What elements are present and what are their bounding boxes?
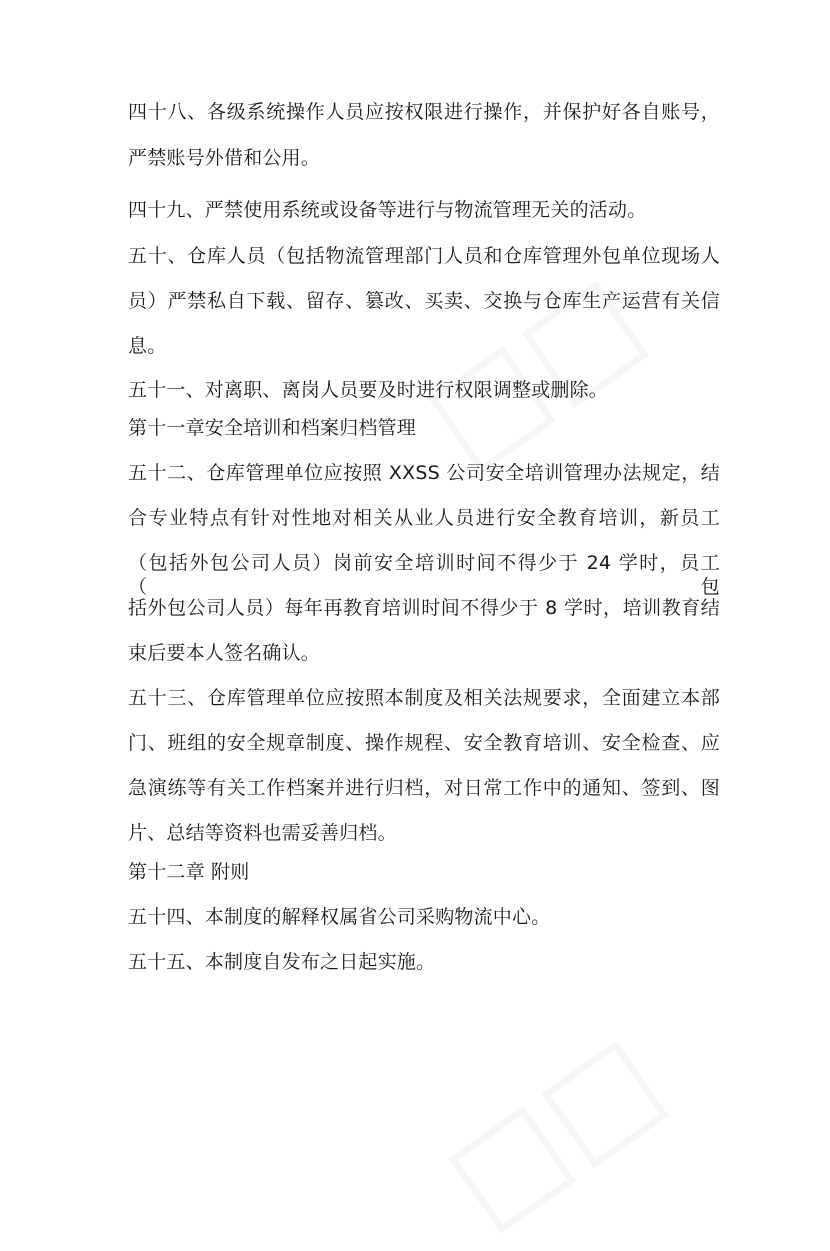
- text-line: （包括外包公司人员）岗前安全培训时间不得少于 24 学时，员工（包: [128, 552, 720, 598]
- text-line: 员）严禁私自下载、留存、篡改、买卖、交换与仓库生产运营有关信: [128, 290, 720, 312]
- text-line: 合专业特点有针对性地对相关从业人员进行安全教育培训，新员工: [128, 507, 720, 529]
- text-line: 五十五、本制度自发布之日起实施。: [128, 951, 436, 973]
- watermark: [401, 248, 666, 492]
- text-line: 五十、仓库人员（包括物流管理部门人员和仓库管理外包单位现场人: [128, 245, 720, 267]
- text-line: 息。: [128, 335, 167, 357]
- text-line: 五十一、对离职、离岗人员要及时进行权限调整或删除。: [128, 379, 609, 401]
- chapter-heading: 第十二章 附则: [128, 861, 250, 883]
- text-line: 束后要本人签名确认。: [128, 642, 321, 664]
- text-line: 括外包公司人员）每年再教育培训时间不得少于 8 学时，培训教育结: [128, 597, 720, 619]
- text-line: 五十三、仓库管理单位应按照本制度及相关法规要求，全面建立本部: [128, 687, 720, 709]
- chapter-heading: 第十一章安全培训和档案归档管理: [128, 417, 417, 439]
- text-line: 五十二、仓库管理单位应按照 XXSS 公司安全培训管理办法规定，结: [128, 462, 720, 484]
- text-line: 四十九、严禁使用系统或设备等进行与物流管理无关的活动。: [128, 199, 647, 221]
- text-line: 门、班组的安全规章制度、操作规程、安全教育培训、安全检查、应: [128, 732, 720, 754]
- text-line: 五十四、本制度的解释权属省公司采购物流中心。: [128, 906, 551, 928]
- text-line: 片、总结等资料也需妥善归档。: [128, 822, 397, 844]
- text-line: 严禁账号外借和公用。: [128, 147, 321, 169]
- text-line: 急演练等有关工作档案并进行归档，对日常工作中的通知、签到、图: [128, 777, 720, 799]
- watermark: [421, 1008, 686, 1251]
- text-line: 四十八、各级系统操作人员应按权限进行操作，并保护好各自账号，: [128, 101, 720, 123]
